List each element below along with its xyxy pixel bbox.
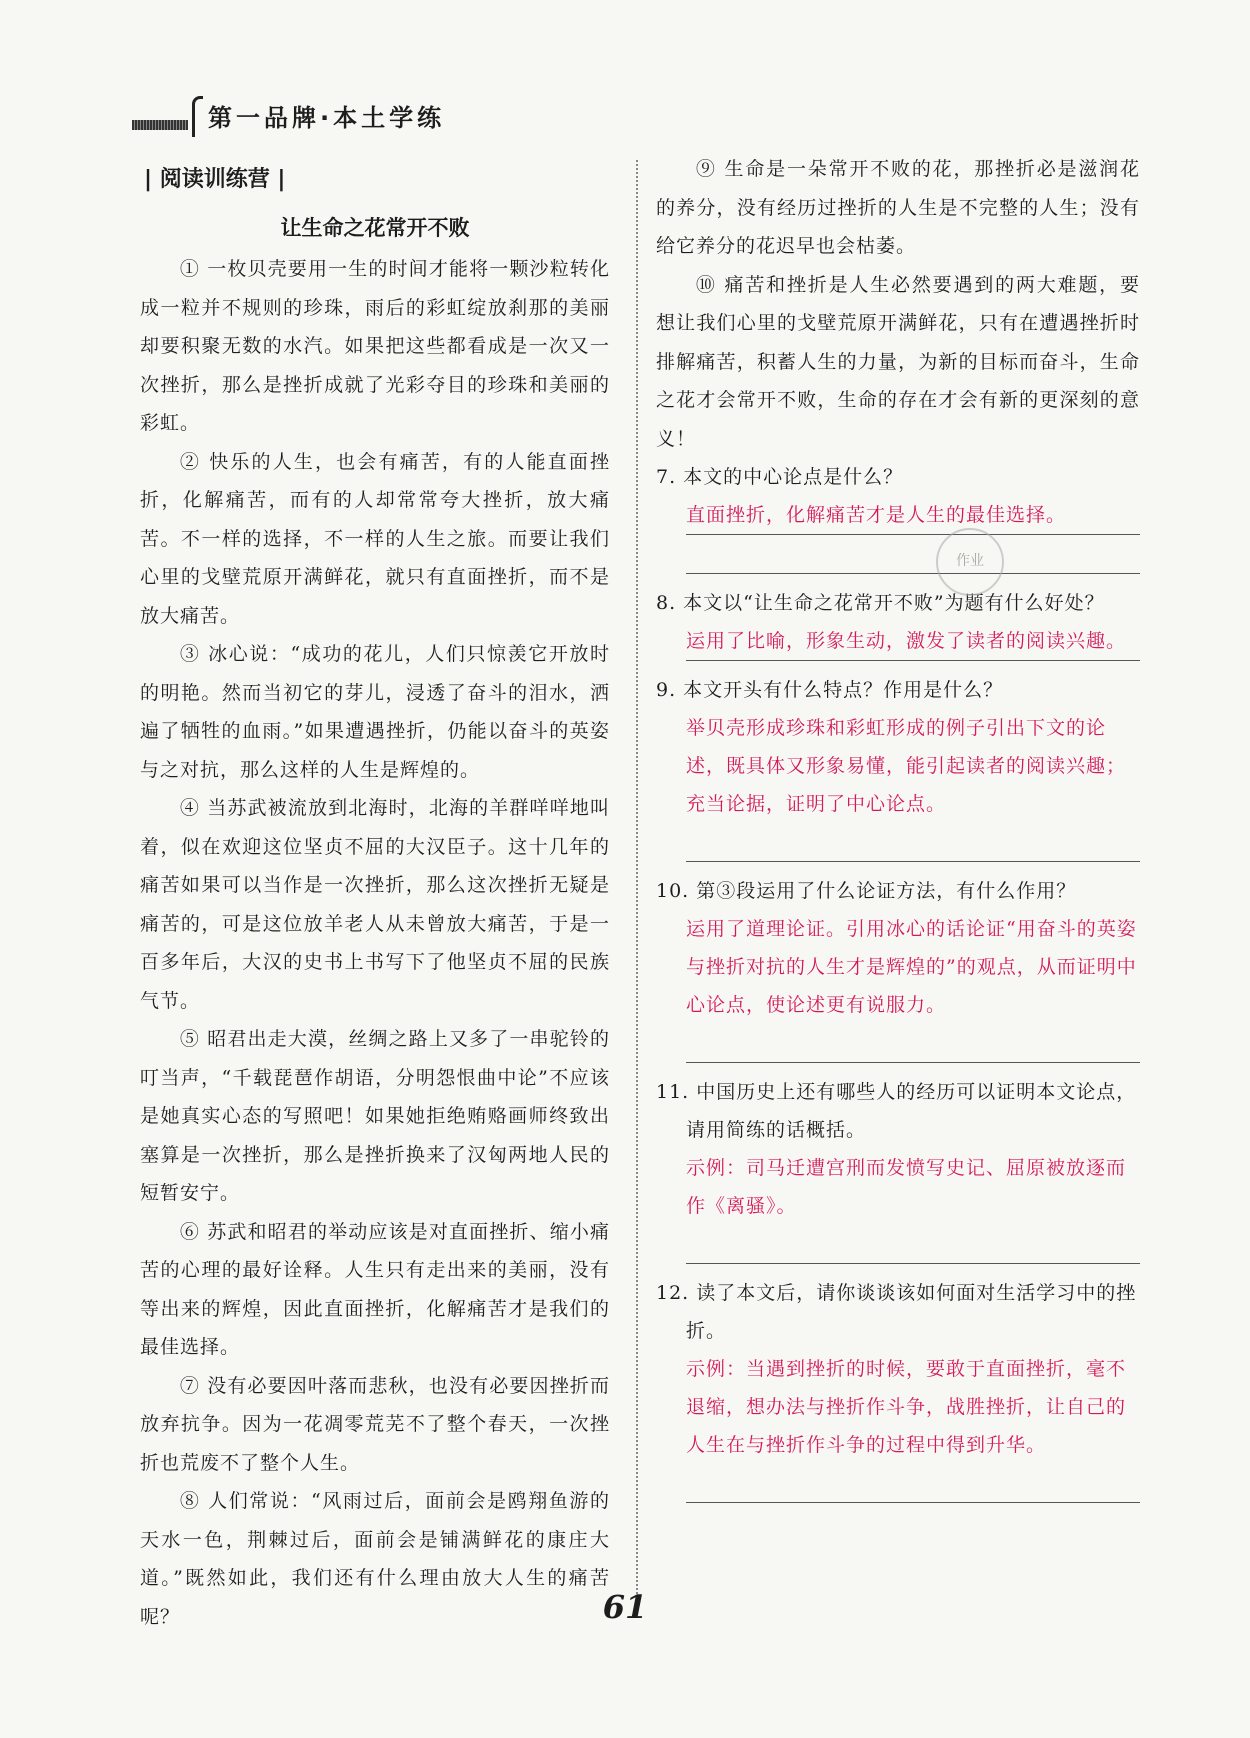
column-divider bbox=[636, 160, 638, 1610]
page-header bbox=[132, 92, 692, 142]
article-title: 让生命之花常开不败 bbox=[280, 216, 470, 240]
answer-text[interactable]: 运用了比喻，形象生动，激发了读者的阅读兴趣。 bbox=[686, 622, 1140, 661]
article-paragraph: ② 快乐的人生，也会有痛苦，有的人能直面挫折，化解痛苦，而有的人却常常夸大挫折，放大痛苦。不一样的选择，不一样的人生之旅。而要让我们心里的戈壁荒原开满鲜花，就只有直面挫折，而不是放大痛苦。 bbox=[140, 450, 610, 627]
section-label: | 阅读训练营 | bbox=[144, 167, 286, 192]
homework-stamp bbox=[936, 528, 1004, 596]
article-paragraph: ⑩ 痛苦和挫折是人生必然要遇到的两大难题，要想让我们心里的戈壁荒原开满鲜花，只有在遭遇挫折时排解痛苦，积蓄人生的力量，为新的目标而奋斗，生命之花才会常开不败，生命的存在才会有新的更深刻的意义！ bbox=[656, 273, 1140, 450]
page-number: 61 bbox=[602, 1588, 648, 1626]
article-paragraph: ① 一枚贝壳要用一生的时间才能将一颗沙粒转化成一粒并不规则的珍珠，雨后的彩虹绽放刹那的美丽却要积聚无数的水汽。如果把这些都看成是一次又一次挫折，那么是挫折成就了光彩夺目的珍珠和美丽的彩虹。 bbox=[140, 258, 610, 434]
answer-blank-line[interactable] bbox=[686, 1464, 1140, 1503]
question-text: 8. 本文以“让生命之花常开不败”为题有什么好处？ bbox=[656, 592, 1105, 614]
article-paragraph: ⑦ 没有必要因叶落而悲秋，也没有必要因挫折而放弃抗争。因为一花凋零荒芜不了整个春天，一次挫折也荒废不了整个人生。 bbox=[140, 1374, 610, 1474]
question-7 bbox=[656, 458, 1140, 574]
answer-text[interactable]: 举贝壳形成珍珠和彩虹形成的例子引出下文的论述，既具体又形象易懂，能引起读者的阅读兴趣；充当论据，证明了中心论点。 bbox=[686, 717, 1127, 815]
stamp-text: 作业 bbox=[956, 553, 984, 569]
answer-blank-line[interactable] bbox=[686, 535, 1140, 574]
answer-blank-line[interactable] bbox=[686, 1225, 1140, 1264]
answer-text[interactable]: 示例：司马迁遭宫刑而发愤写史记、屈原被放逐而作《离骚》。 bbox=[686, 1157, 1127, 1217]
article-paragraph: ⑤ 昭君出走大漠，丝绸之路上又多了一串驼铃的叮当声，“千载琵琶作胡语，分明怨恨曲中论”不应该是她真实心态的写照吧！如果她拒绝贿赂画师终致出塞算是一次挫折，那么是挫折换来了汉匈两地人民的短暂安宁。 bbox=[140, 1028, 610, 1204]
answer-text[interactable]: 直面挫折，化解痛苦才是人生的最佳选择。 bbox=[686, 496, 1140, 535]
article-paragraph: ⑧ 人们常说：“风雨过后，面前会是鸥翔鱼游的天水一色，荆棘过后，面前会是铺满鲜花的康庄大道。”既然如此，我们还有什么理由放大人生的痛苦呢？ bbox=[140, 1490, 610, 1628]
article-paragraph: ⑥ 苏武和昭君的举动应该是对直面挫折、缩小痛苦的心理的最好诠释。人生只有走出来的美丽，没有等出来的辉煌，因此直面挫折，化解痛苦才是我们的最佳选择。 bbox=[140, 1220, 610, 1358]
brand-title: 第一品牌·本土学练 bbox=[208, 104, 446, 132]
question-12 bbox=[656, 1274, 1140, 1503]
question-text: 7. 本文的中心论点是什么？ bbox=[656, 466, 904, 488]
question-10 bbox=[656, 872, 1140, 1063]
article-paragraph: ⑨ 生命是一朵常开不败的花，那挫折必是滋润花的养分，没有经历过挫折的人生是不完整的人生；没有给它养分的花迟早也会枯萎。 bbox=[656, 158, 1140, 257]
article-paragraph: ③ 冰心说：“成功的花儿，人们只惊羡它开放时的明艳。然而当初它的芽儿，浸透了奋斗的泪水，洒遍了牺牲的血雨。”如果遭遇挫折，仍能以奋斗的英姿与之对抗，那么这样的人生是辉煌的。 bbox=[140, 643, 610, 781]
article-left-column bbox=[140, 212, 610, 1636]
question-8 bbox=[656, 584, 1140, 661]
question-11 bbox=[656, 1073, 1140, 1264]
question-text: 9. 本文开头有什么特点？作用是什么？ bbox=[656, 679, 1004, 701]
question-text: 12. 读了本文后，请你谈谈该如何面对生活学习中的挫折。 bbox=[656, 1282, 1137, 1342]
answer-blank-line[interactable] bbox=[686, 1024, 1140, 1063]
question-text: 10. 第③段运用了什么论证方法，有什么作用？ bbox=[656, 880, 1077, 902]
answer-blank-line[interactable] bbox=[686, 823, 1140, 862]
question-text: 11. 中国历史上还有哪些人的经历可以证明本文论点，请用简练的话概括。 bbox=[656, 1081, 1137, 1141]
right-column bbox=[656, 150, 1140, 1513]
article-paragraph: ④ 当苏武被流放到北海时，北海的羊群咩咩地叫着，似在欢迎这位坚贞不屈的大汉臣子。这十几年的痛苦如果可以当作是一次挫折，那么这次挫折无疑是痛苦的，可是这位放羊老人从未曾放大痛苦，于是一百多年后，大汉的史书上书写下了他坚贞不屈的民族气节。 bbox=[140, 797, 610, 1012]
header-brace bbox=[192, 96, 203, 137]
header-decor-bar bbox=[132, 120, 188, 130]
question-9 bbox=[656, 671, 1140, 862]
answer-text[interactable]: 运用了道理论证。引用冰心的话论证“用奋斗的英姿与挫折对抗的人生才是辉煌的”的观点，从而证明中心论点，使论述更有说服力。 bbox=[686, 918, 1137, 1016]
answer-text[interactable]: 示例：当遇到挫折的时候，要敢于直面挫折，毫不退缩，想办法与挫折作斗争，战胜挫折，让自己的人生在与挫折作斗争的过程中得到升华。 bbox=[686, 1358, 1127, 1456]
